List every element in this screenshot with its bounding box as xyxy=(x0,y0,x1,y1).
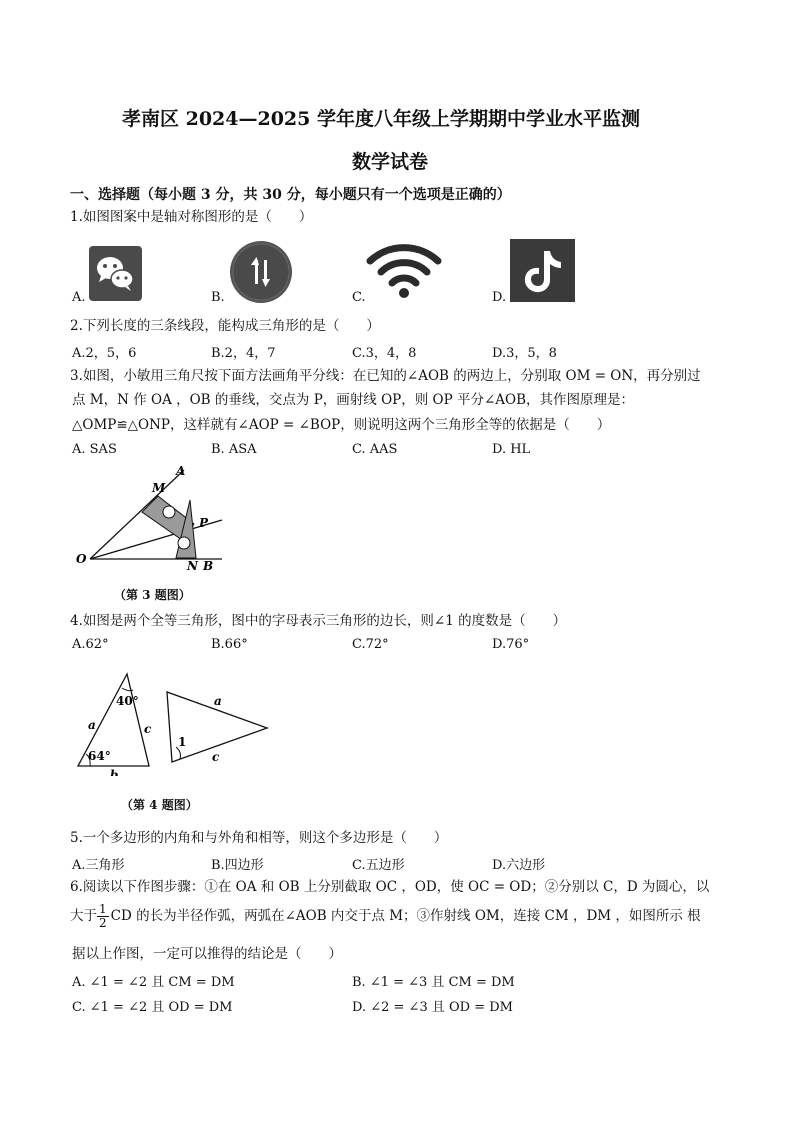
label-a: A xyxy=(176,464,186,478)
q3-figure-caption: （第 3 题图） xyxy=(114,588,191,602)
q4-option-d: D.76° xyxy=(492,637,530,652)
label-b: B xyxy=(203,559,214,570)
label-m: M xyxy=(152,481,166,495)
section-heading: 一、选择题（每小题 3 分，共 30 分，每小题只有一个选项是正确的） xyxy=(70,187,511,203)
q2-option-b: B.2，4，7 xyxy=(211,346,276,361)
right-side-c: c xyxy=(212,750,220,764)
q6-fraction-numerator: 1 xyxy=(99,902,107,916)
question-3-line-1: 3.如图，小敏用三角尺按下面方法画角平分线：在已知的∠AOB 的两边上，分别取 OM = ON，再分别过 xyxy=(70,368,701,384)
tiktok-icon xyxy=(510,239,575,306)
q4-option-b: B.66° xyxy=(211,637,248,652)
exam-subtitle: 数学试卷 xyxy=(352,151,429,173)
q3-figure xyxy=(72,462,232,574)
q6-option-b: B. ∠1 = ∠3 且 CM = DM xyxy=(352,975,515,990)
q2-option-c: C.3，4，8 xyxy=(352,346,417,361)
q2-option-a: A.2，5，6 xyxy=(72,346,137,361)
q3-option-c: C. AAS xyxy=(352,442,398,457)
label-o: O xyxy=(76,552,87,566)
exam-title: 孝南区 2024—2025 学年度八年级上学期期中学业水平监测 xyxy=(122,108,640,130)
left-side-a: a xyxy=(88,718,96,732)
q1-option-c-label: C. xyxy=(352,290,366,305)
question-4-stem: 4.如图是两个全等三角形，图中的字母表示三角形的边长，则∠1 的度数是（ ） xyxy=(70,613,567,629)
transfer-arrows-icon xyxy=(229,240,293,308)
left-top-angle: 40° xyxy=(116,694,139,708)
wifi-icon xyxy=(366,243,442,303)
question-2-stem: 2.下列长度的三条线段，能构成三角形的是（ ） xyxy=(70,318,380,334)
question-5-stem: 5.一个多边形的内角和与外角和相等，则这个多边形是（ ） xyxy=(70,830,448,846)
q3-option-d: D. HL xyxy=(492,442,531,457)
q6-text-pre: 大于 xyxy=(70,908,97,924)
q6-fraction xyxy=(97,903,109,930)
wechat-icon xyxy=(89,246,142,305)
q6-option-c: C. ∠1 = ∠2 且 OD = DM xyxy=(72,1000,233,1015)
right-side-a: a xyxy=(214,694,222,708)
q6-fraction-denominator: 2 xyxy=(99,916,107,930)
q1-option-b-label: B. xyxy=(211,290,225,305)
question-6-line-2 xyxy=(70,903,701,930)
q4-figure xyxy=(72,668,272,780)
q5-option-c: C.五边形 xyxy=(352,858,405,873)
q2-option-d: D.3，5，8 xyxy=(492,346,557,361)
q6-option-d: D. ∠2 = ∠3 且 OD = DM xyxy=(352,1000,513,1015)
q5-option-a: A.三角形 xyxy=(72,858,125,873)
question-6-line-1: 6.阅读以下作图步骤：①在 OA 和 OB 上分别截取 OC ，OD，使 OC = OD；②分别以 C，D 为圆心，以 xyxy=(70,879,710,895)
right-angle-1: 1 xyxy=(178,735,187,749)
left-side-c: c xyxy=(144,722,152,736)
q6-text-post: CD 的长为半径作弧，两弧在∠AOB 内交于点 M；③作射线 OM，连接 CM ，DM ，如图所示 根 xyxy=(110,908,701,924)
question-6-line-3: 据以上作图，一定可以推得的结论是（ ） xyxy=(72,946,342,962)
left-bottom-angle: 64° xyxy=(88,749,111,763)
q3-option-b: B. ASA xyxy=(211,442,257,457)
question-3-line-3: △OMP≌△ONP，这样就有∠AOP = ∠BOP，则说明这两个三角形全等的依据是（ ） xyxy=(72,417,611,433)
label-n: N xyxy=(187,559,198,570)
label-p: P xyxy=(199,516,209,530)
q5-option-d: D.六边形 xyxy=(492,858,546,873)
left-side-b: b xyxy=(110,768,119,776)
q5-option-b: B.四边形 xyxy=(211,858,264,873)
question-1-stem: 1.如图图案中是轴对称图形的是（ ） xyxy=(70,209,313,225)
q1-option-d-label: D. xyxy=(492,290,507,305)
q4-figure-caption: （第 4 题图） xyxy=(121,798,198,812)
q1-option-a-label: A. xyxy=(72,290,86,305)
question-3-line-2: 点 M，N 作 OA ，OB 的垂线，交点为 P，画射线 OP，则 OP 平分∠AOB，其作图原理是： xyxy=(72,392,634,408)
q4-option-c: C.72° xyxy=(352,637,389,652)
q4-option-a: A.62° xyxy=(72,637,109,652)
q6-option-a: A. ∠1 = ∠2 且 CM = DM xyxy=(72,975,235,990)
q3-option-a: A. SAS xyxy=(72,442,117,457)
